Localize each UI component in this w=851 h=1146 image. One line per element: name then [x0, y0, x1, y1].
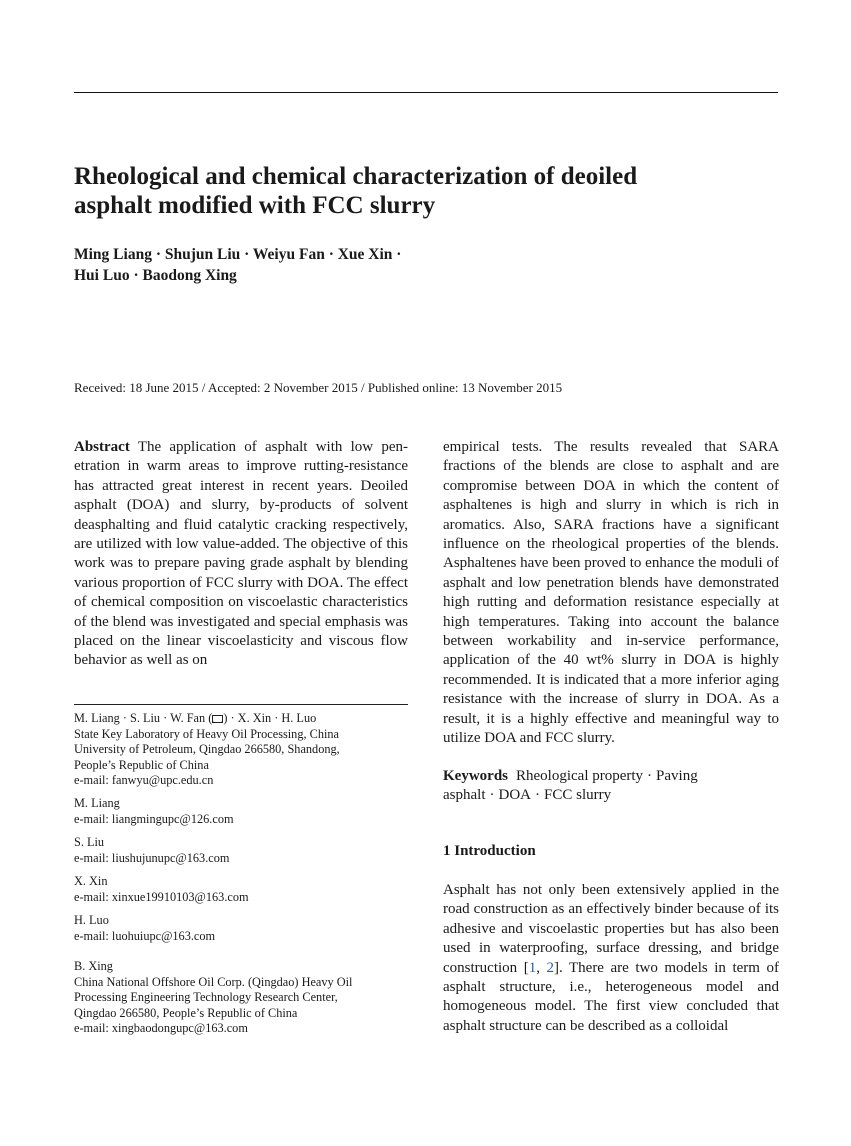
affiliation-xin: X. Xin e-mail: xinxue19910103@163.com [74, 874, 408, 905]
affiliation-block-main: M. Liang · S. Liu · W. Fan ( ) · X. Xin · H. Luo State Key Laboratory of Heavy Oil Processing, China University of Petroleum, Qingdao 266580, Shandong, People’s Republic of China e-mail: fanwyu@upc.edu.cn [74, 711, 408, 789]
abstract-label: Abstract [74, 439, 130, 455]
affiliation-liu: S. Liu e-mail: liushujunupc@163.com [74, 835, 408, 866]
abstract-text-left: The application of asphalt with low penetration in warm areas to improve rutting-resistance has attracted great interest in recent years. Deoiled asphalt (DOA) and slurry, by-products of solvent deasphalting and fluid catalytic cracking respectively, are utilized with low value-added. The objective of this work was to prepare paving grade asphalt by blending various proportion of FCC slurry with DOA. The effect of chemical composition on viscoelastic characteristics of the blend was investigated and special emphasis was placed on the linear viscoelasticity and viscous flow behavior as well as on [74, 439, 408, 669]
citation-link[interactable]: 1 [528, 959, 537, 976]
keyword-item: FCC slurry [544, 787, 612, 804]
email-address[interactable]: e-mail: luohuiupc@163.com [74, 928, 216, 943]
author-line-2: Hui Luo · Baodong Xing [74, 267, 237, 284]
keyword-item: Paving asphalt [443, 768, 698, 804]
keyword-item: Rheological property [516, 768, 644, 784]
header-rule [74, 92, 778, 93]
email-address[interactable]: e-mail: xinxue19910103@163.com [74, 889, 249, 904]
affiliation-liang: M. Liang e-mail: liangmingupc@126.com [74, 796, 408, 827]
email-address[interactable]: e-mail: liushujunupc@163.com [74, 850, 230, 865]
keyword-item: DOA [498, 787, 531, 804]
citation-link[interactable]: 2 [546, 959, 554, 976]
publication-dates: Received: 18 June 2015 / Accepted: 2 November 2015 / Published online: 13 November 2015 [74, 380, 563, 395]
email-address[interactable]: e-mail: fanwyu@upc.edu.cn [74, 773, 214, 788]
keywords-label: Keywords [443, 768, 508, 784]
email-address[interactable]: e-mail: liangmingupc@126.com [74, 811, 234, 826]
footnote-rule [74, 704, 408, 705]
author-line-1: Ming Liang · Shujun Liu · Weiyu Fan · Xue Xin · [74, 246, 402, 263]
author-list [74, 244, 494, 286]
section-heading-introduction: 1 Introduction [443, 843, 536, 859]
introduction-paragraph: Asphalt has not only been extensively applied in the road construction as an effectively binder because of its adhesive and viscoelastic properties but has also been used in waterproofing, surface dressing, and bridge construction [1, 2]. There are two models in term of asphalt structure, i.e., heterogeneous model and homogeneous model. The first view concluded that asphalt structure can be described as a colloidal [443, 882, 779, 1034]
affiliation-luo: H. Luo e-mail: luohuiupc@163.com [74, 913, 408, 944]
keywords: Keywords Rheological property · Paving asphalt · DOA · FCC slurry [443, 768, 698, 804]
envelope-icon [212, 715, 223, 723]
affiliation-xing: B. Xing China National Offshore Oil Corp. (Qingdao) Heavy Oil Processing Engineering Technology Research Center, Qingdao 266580, People’s Republic of China e-mail: xingbaodongupc@163.com [74, 959, 408, 1037]
email-address[interactable]: e-mail: xingbaodongupc@163.com [74, 1021, 248, 1036]
abstract-left-column [74, 438, 408, 671]
paper-title: Rheological and chemical characterization of deoiled asphalt modified with FCC slurry [74, 163, 638, 219]
abstract-right-column: empirical tests. The results revealed that SARA fractions of the blends are close to asphalt and are compromise between DOA in which the content of asphaltenes is high and slurry in which is rich in aromatics. Also, SARA fractions have a significant influence on the rheological properties of the blends. Asphaltenes have been proved to enhance the moduli of asphalt and low penetration blends have demonstrated high rutting and deformation resistance especially at high temperatures. Taking into account the balance between workability and in-service performance, application of the 40 wt% slurry in DOA is highly recommended. It is indicated that a more inferior aging resistance with the increase of slurry in DOA. As a result, it is a highly effective and meaningful way to utilize DOA and FCC slurry. [443, 439, 779, 747]
